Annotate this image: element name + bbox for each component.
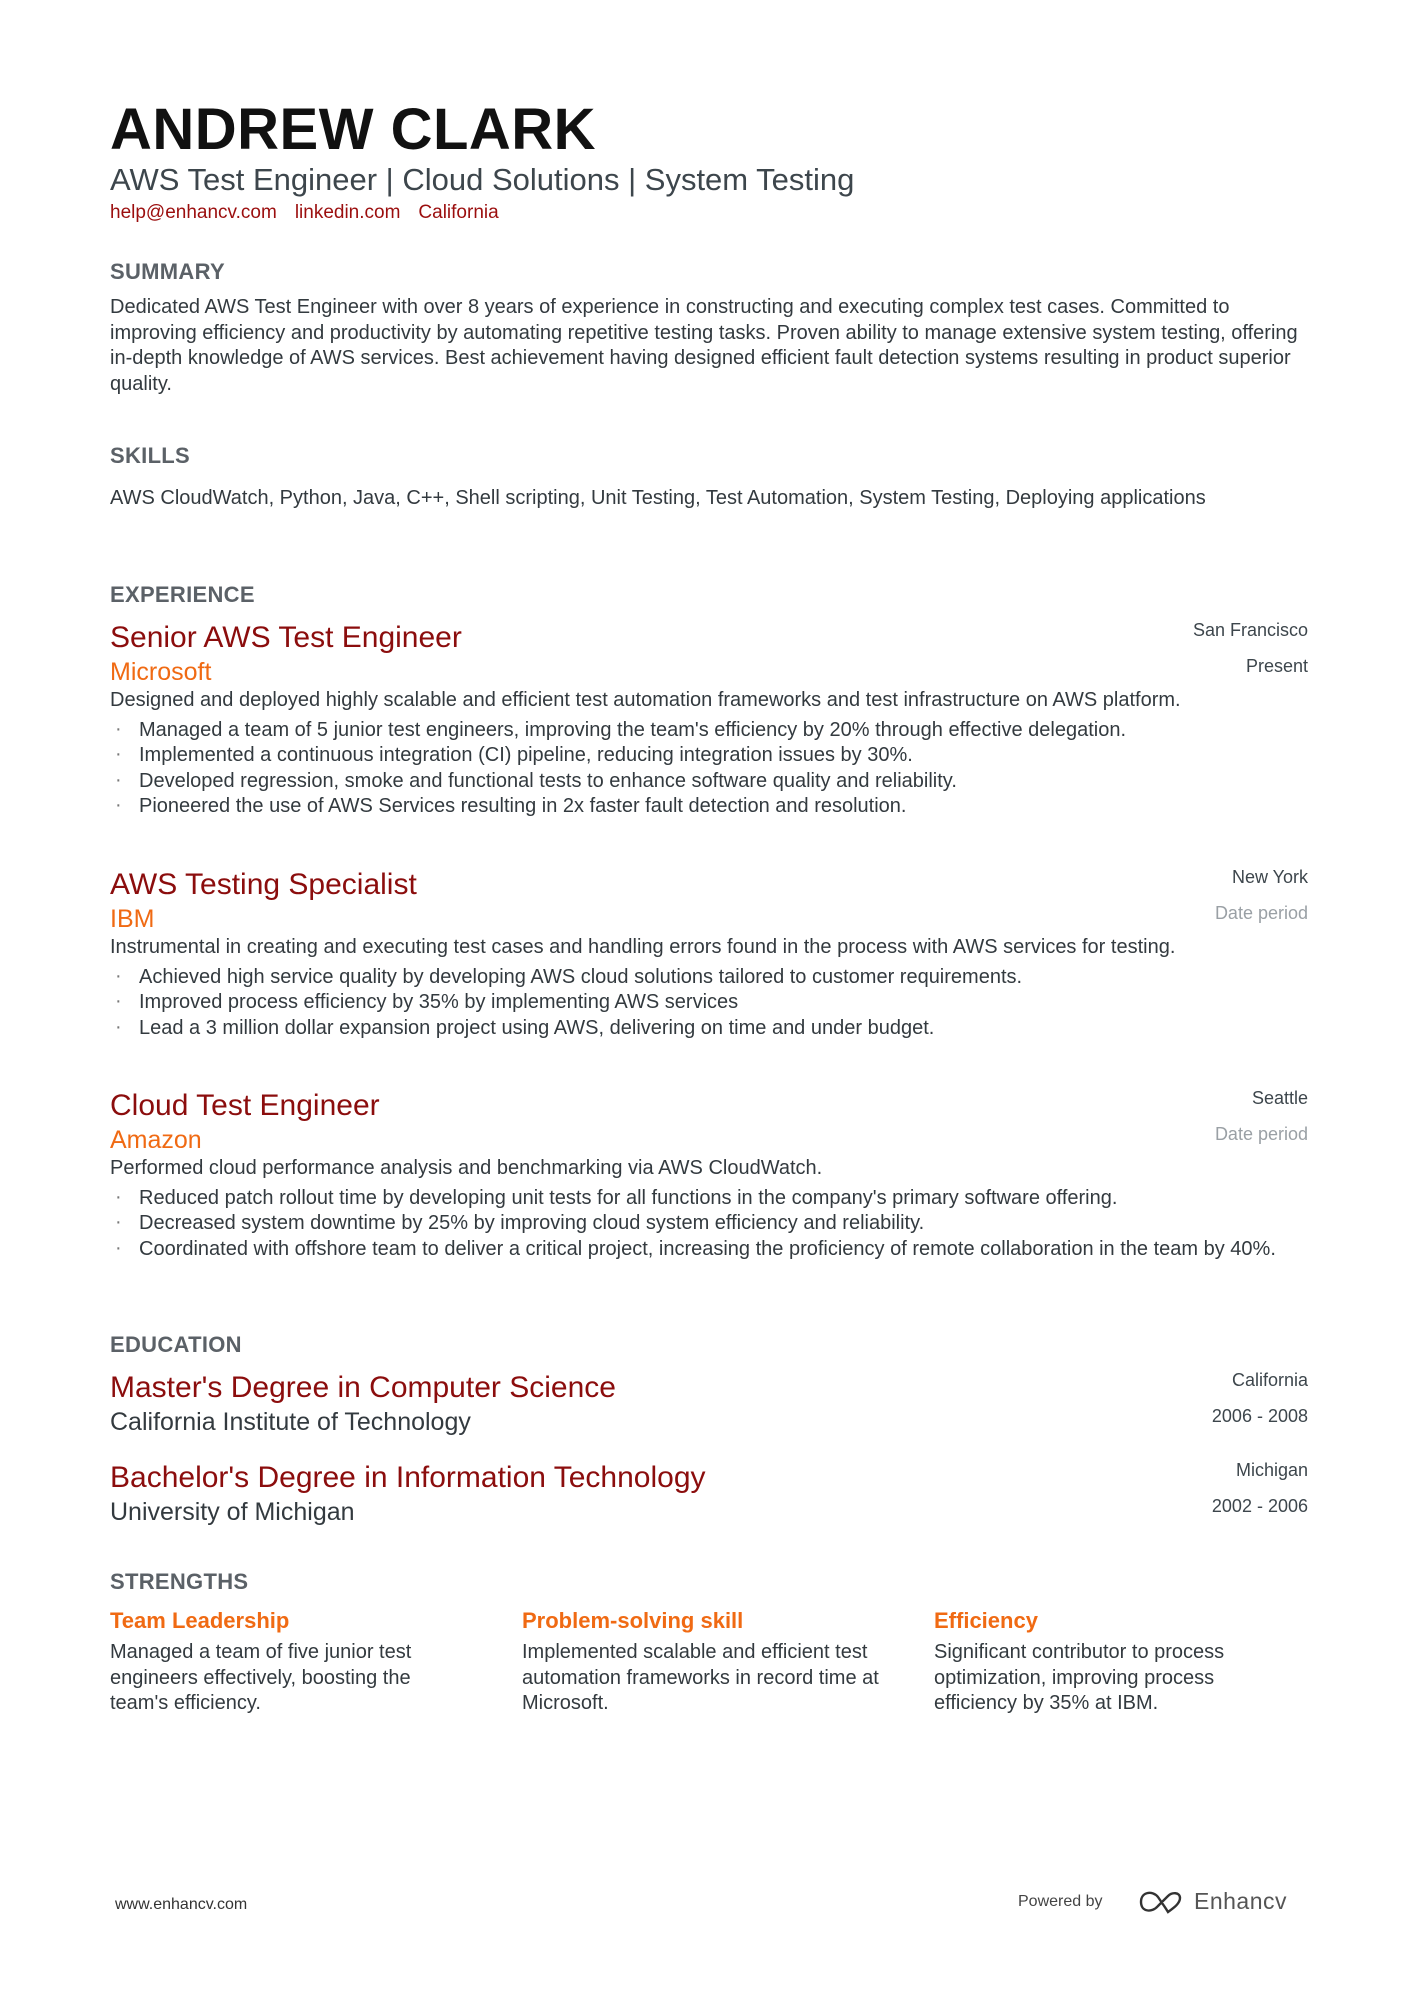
brand-name: Enhancv bbox=[1194, 1888, 1288, 1914]
section-heading: SUMMARY bbox=[110, 259, 225, 284]
section-heading: STRENGTHS bbox=[110, 1569, 249, 1594]
job-location: San Francisco bbox=[1192, 620, 1308, 640]
job-title: Cloud Test Engineer bbox=[110, 1089, 380, 1122]
infinity-heart-icon bbox=[1138, 1889, 1184, 1915]
degree-title: Bachelor's Degree in Information Technology bbox=[110, 1461, 706, 1494]
section-heading: EDUCATION bbox=[110, 1332, 242, 1357]
job-title: Senior AWS Test Engineer bbox=[110, 621, 462, 654]
footer-url[interactable]: www.enhancv.com bbox=[115, 1896, 248, 1913]
candidate-title: AWS Test Engineer | Cloud Solutions | System Testing bbox=[110, 162, 855, 197]
bullet: · Developed regression, smoke and functional tests to enhance software quality and reliability. bbox=[110, 769, 1308, 795]
education-period: 2002 - 2006 bbox=[1211, 1496, 1308, 1516]
bullet: · Managed a team of 5 junior test engineers, improving the team's efficiency by 20% through effective delegation. bbox=[110, 718, 1308, 744]
bullet: · Lead a 3 million dollar expansion project using AWS, delivering on time and under budget. bbox=[110, 1016, 1308, 1042]
school-name: California Institute of Technology bbox=[110, 1408, 471, 1436]
job-bullets bbox=[110, 965, 1308, 1042]
education-location: Michigan bbox=[1235, 1460, 1308, 1480]
company-name: Microsoft bbox=[110, 658, 212, 686]
job-entry bbox=[110, 867, 1308, 1041]
job-bullets bbox=[110, 718, 1308, 820]
strength-title: Problem-solving skill bbox=[522, 1608, 744, 1633]
bullet: · Implemented a continuous integration (CI) pipeline, reducing integration issues by 30%. bbox=[110, 743, 1308, 769]
job-period: Date period bbox=[1214, 903, 1308, 923]
education-period: 2006 - 2008 bbox=[1211, 1406, 1308, 1426]
education-location: California bbox=[1231, 1370, 1308, 1390]
skills-text: AWS CloudWatch, Python, Java, C++, Shell scripting, Unit Testing, Test Automation, System Testing, Deploying applications bbox=[110, 487, 1206, 509]
bullet: · Achieved high service quality by developing AWS cloud solutions tailored to customer requirements. bbox=[110, 965, 1308, 991]
job-location: Seattle bbox=[1251, 1088, 1308, 1108]
bullet: · Reduced patch rollout time by developing unit tests for all functions in the company's primary software offering. bbox=[110, 1186, 1308, 1212]
company-name: IBM bbox=[110, 905, 155, 933]
linkedin-link[interactable]: linkedin.com bbox=[294, 202, 401, 223]
job-location: New York bbox=[1231, 867, 1308, 887]
education-entry bbox=[110, 1460, 1308, 1528]
enhancv-logo[interactable] bbox=[1138, 1888, 1287, 1915]
bullet: · Coordinated with offshore team to deliver a critical project, increasing the proficiency of remote collaboration in the team by 40%. bbox=[110, 1237, 1308, 1263]
powered-by-label: Powered by bbox=[1018, 1893, 1103, 1910]
strength-item bbox=[110, 1606, 470, 1717]
education-section bbox=[110, 1332, 1308, 1358]
bullet: · Improved process efficiency by 35% by implementing AWS services bbox=[110, 990, 1308, 1016]
contact-row bbox=[110, 202, 499, 224]
strength-text: Implemented scalable and efficient test automation frameworks in record time at Microsoft. bbox=[522, 1641, 879, 1715]
candidate-name: ANDREW CLARK bbox=[110, 97, 597, 162]
degree-title: Master's Degree in Computer Science bbox=[110, 1371, 616, 1404]
bullet: · Pioneered the use of AWS Services resulting in 2x faster fault detection and resolution. bbox=[110, 794, 1308, 820]
company-name: Amazon bbox=[110, 1126, 202, 1154]
job-period: Date period bbox=[1214, 1124, 1308, 1144]
school-name: University of Michigan bbox=[110, 1498, 355, 1526]
summary-section bbox=[110, 259, 1308, 397]
section-heading: SKILLS bbox=[110, 443, 191, 468]
strength-title: Efficiency bbox=[934, 1608, 1038, 1633]
email-link[interactable]: help@enhancv.com bbox=[110, 202, 277, 223]
job-period: Present bbox=[1245, 656, 1308, 676]
summary-text: Dedicated AWS Test Engineer with over 8 years of experience in constructing and executing complex test cases. Committed to improving efficiency and productivity by automating repetitive testing tasks. Proven ability to manage extensive system testing, offering in-depth knowledge of AWS services. Best achievement having designed efficient fault detection systems resulting in product superior quality. bbox=[110, 296, 1298, 395]
strength-item bbox=[522, 1606, 882, 1717]
experience-section bbox=[110, 582, 1308, 608]
location: California bbox=[418, 202, 499, 223]
section-heading: EXPERIENCE bbox=[110, 582, 255, 607]
bullet: · Decreased system downtime by 25% by improving cloud system efficiency and reliability. bbox=[110, 1211, 1308, 1237]
strength-text: Managed a team of five junior test engineers effectively, boosting the team's efficiency. bbox=[110, 1641, 412, 1715]
education-entry bbox=[110, 1370, 1308, 1438]
job-bullets bbox=[110, 1186, 1308, 1263]
skills-section bbox=[110, 443, 1308, 512]
strength-item bbox=[934, 1606, 1294, 1717]
job-description: Performed cloud performance analysis and benchmarking via AWS CloudWatch. bbox=[110, 1157, 823, 1179]
job-title: AWS Testing Specialist bbox=[110, 868, 417, 901]
job-description: Designed and deployed highly scalable and efficient test automation frameworks and test infrastructure on AWS platform. bbox=[110, 689, 1181, 711]
strength-title: Team Leadership bbox=[110, 1608, 290, 1633]
strength-text: Significant contributor to process optimization, improving process efficiency by 35% at IBM. bbox=[934, 1641, 1225, 1715]
job-entry bbox=[110, 620, 1308, 820]
job-entry bbox=[110, 1088, 1308, 1262]
strengths-section bbox=[110, 1569, 1308, 1595]
job-description: Instrumental in creating and executing test cases and handling errors found in the process with AWS services for testing. bbox=[110, 936, 1176, 958]
